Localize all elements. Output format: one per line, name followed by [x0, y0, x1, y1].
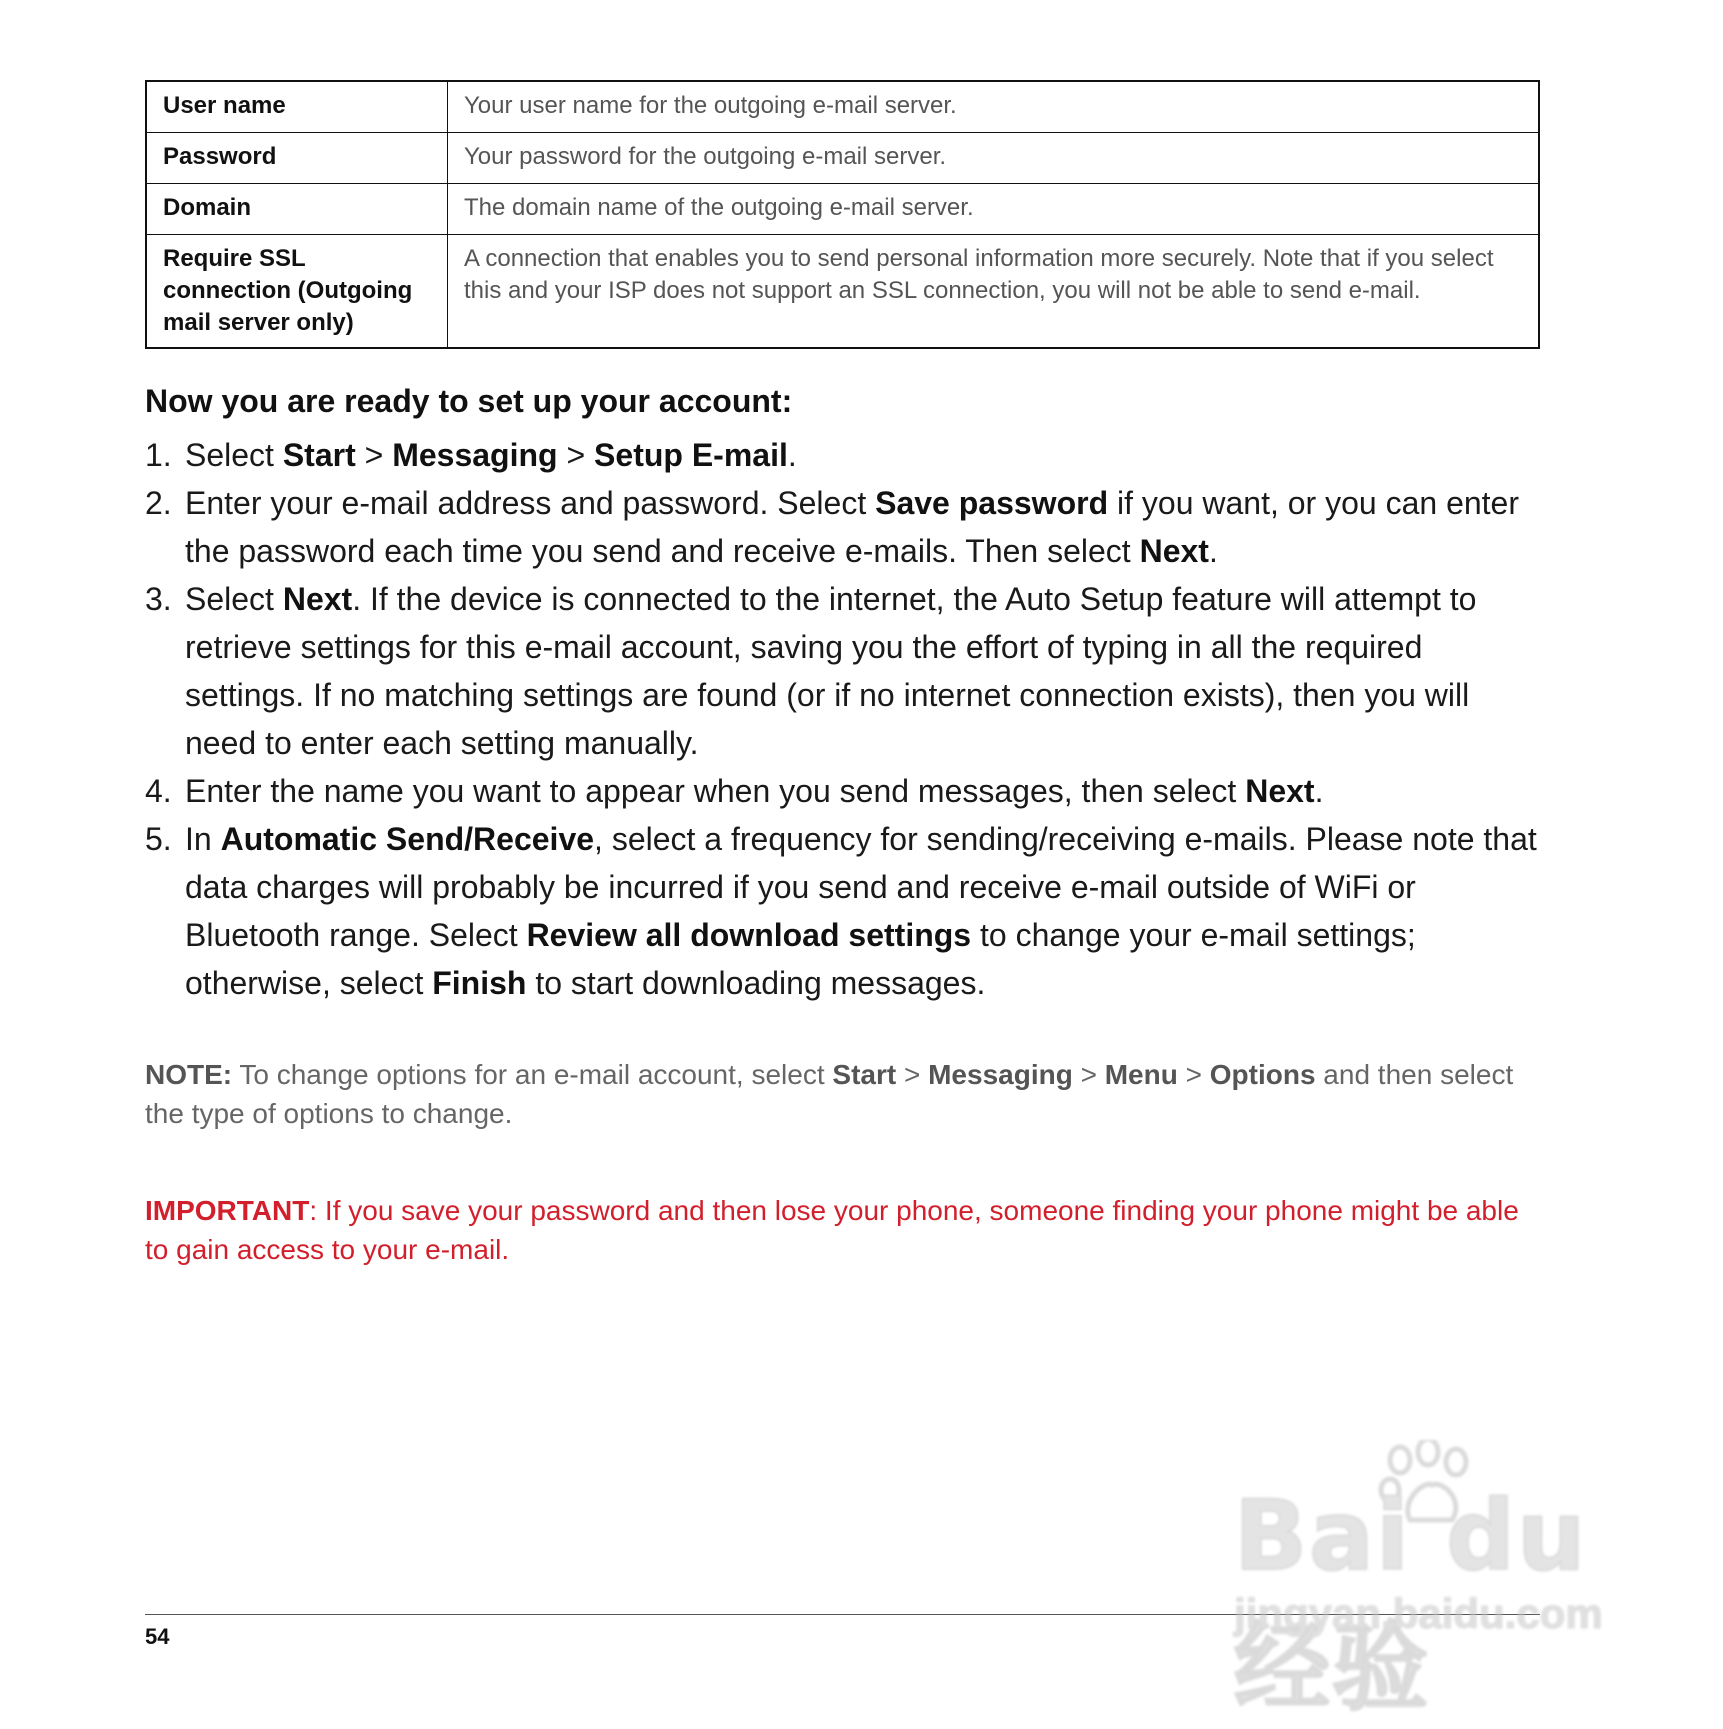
text-run: . [787, 437, 797, 473]
bold-text: Menu [1104, 1059, 1178, 1090]
step-number: 2. [145, 485, 172, 521]
bold-text: Next [1139, 533, 1209, 569]
settings-table [145, 80, 1540, 349]
text-run: . [1314, 773, 1324, 809]
description-cell: A connection that enables you to send personal information more securely. Note that if you select this and your ISP does not support an SSL connection, you will not be able to send e-mail. [448, 235, 1540, 349]
note-paragraph [145, 1055, 1540, 1133]
bold-text: Start [282, 437, 356, 473]
text-run: and then select the type of options to change. [145, 1059, 1514, 1129]
term-cell: Domain [146, 184, 448, 235]
baidu-watermark [1220, 1440, 1640, 1724]
table-row [146, 184, 1539, 235]
term-cell: Password [146, 133, 448, 184]
bold-text: Start [832, 1059, 897, 1090]
text-run: . [1208, 533, 1218, 569]
text-run: , select a frequency for sending/receiving e-mails. Please note that data charges will probably be incurred if you send and receive e-mail outside of WiFi or Bluetooth range. Select [185, 821, 1537, 953]
text-run: > [1177, 1059, 1210, 1090]
settings-table-body [146, 81, 1539, 348]
text-run: to change your e-mail settings; otherwise, select [185, 917, 1416, 1001]
description-cell: The domain name of the outgoing e-mail server. [448, 184, 1540, 235]
step-item [145, 575, 1540, 767]
step-number: 5. [145, 821, 172, 857]
text-run: to start downloading messages. [526, 965, 986, 1001]
description-cell: Your password for the outgoing e-mail server. [448, 133, 1540, 184]
table-row [146, 81, 1539, 133]
text-run: if you want, or you can enter the password each time you send and receive e-mails. Then select [185, 485, 1519, 569]
bold-text: Next [1245, 773, 1315, 809]
step-item [145, 431, 1540, 479]
bold-text: Messaging [928, 1059, 1073, 1090]
text-run: > [557, 437, 595, 473]
table-row [146, 133, 1539, 184]
step-number: 4. [145, 773, 172, 809]
text-run: Select [185, 437, 283, 473]
step-number: 3. [145, 581, 172, 617]
text-run: Enter the name you want to appear when you send messages, then select [185, 773, 1246, 809]
bold-text: Next [282, 581, 353, 617]
page-content [145, 80, 1540, 1269]
step-item [145, 767, 1540, 815]
page-number: 54 [145, 1624, 170, 1649]
description-cell: Your user name for the outgoing e-mail server. [448, 81, 1540, 133]
bold-text: Messaging [392, 437, 558, 473]
table-row [146, 235, 1539, 349]
text-run: > [1072, 1059, 1105, 1090]
setup-steps-list [145, 431, 1540, 1007]
text-run: . If the device is connected to the internet, the Auto Setup feature will attempt to retrieve settings for this e-mail account, saving you the effort of typing in all the required settings. If no matching settings are found (or if no internet connection exists), then you will need to enter each setting manually. [185, 581, 1477, 761]
step-item [145, 479, 1540, 575]
step-number: 1. [145, 437, 172, 473]
step-item [145, 815, 1540, 1007]
watermark-url: jingyan.baidu.com [1234, 1590, 1603, 1637]
term-cell: User name [146, 81, 448, 133]
bold-text: Finish [432, 965, 527, 1001]
watermark-logo-text: Bai du 经验 [1234, 1480, 1588, 1724]
bold-text: IMPORTANT [145, 1195, 310, 1226]
text-run: Select [185, 581, 283, 617]
section-heading: Now you are ready to set up your account: [145, 383, 793, 419]
text-run: To change options for an e-mail account, select [232, 1059, 833, 1090]
bold-text: NOTE: [145, 1059, 233, 1090]
bold-text: Options [1209, 1059, 1316, 1090]
bold-text: Setup E-mail [594, 437, 788, 473]
text-run: : If you save your password and then lose your phone, someone finding your phone might be able to gain access to your e-mail. [145, 1195, 1519, 1265]
important-paragraph [145, 1191, 1540, 1269]
text-run: Enter your e-mail address and password. Select [185, 485, 876, 521]
bold-text: Automatic Send/Receive [220, 821, 595, 857]
text-run: > [355, 437, 393, 473]
text-run: In [185, 821, 221, 857]
bold-text: Save password [875, 485, 1109, 521]
bold-text: Review all download settings [526, 917, 972, 953]
term-cell: Require SSL connection (Outgoing mail server only) [146, 235, 448, 349]
text-run: > [896, 1059, 929, 1090]
